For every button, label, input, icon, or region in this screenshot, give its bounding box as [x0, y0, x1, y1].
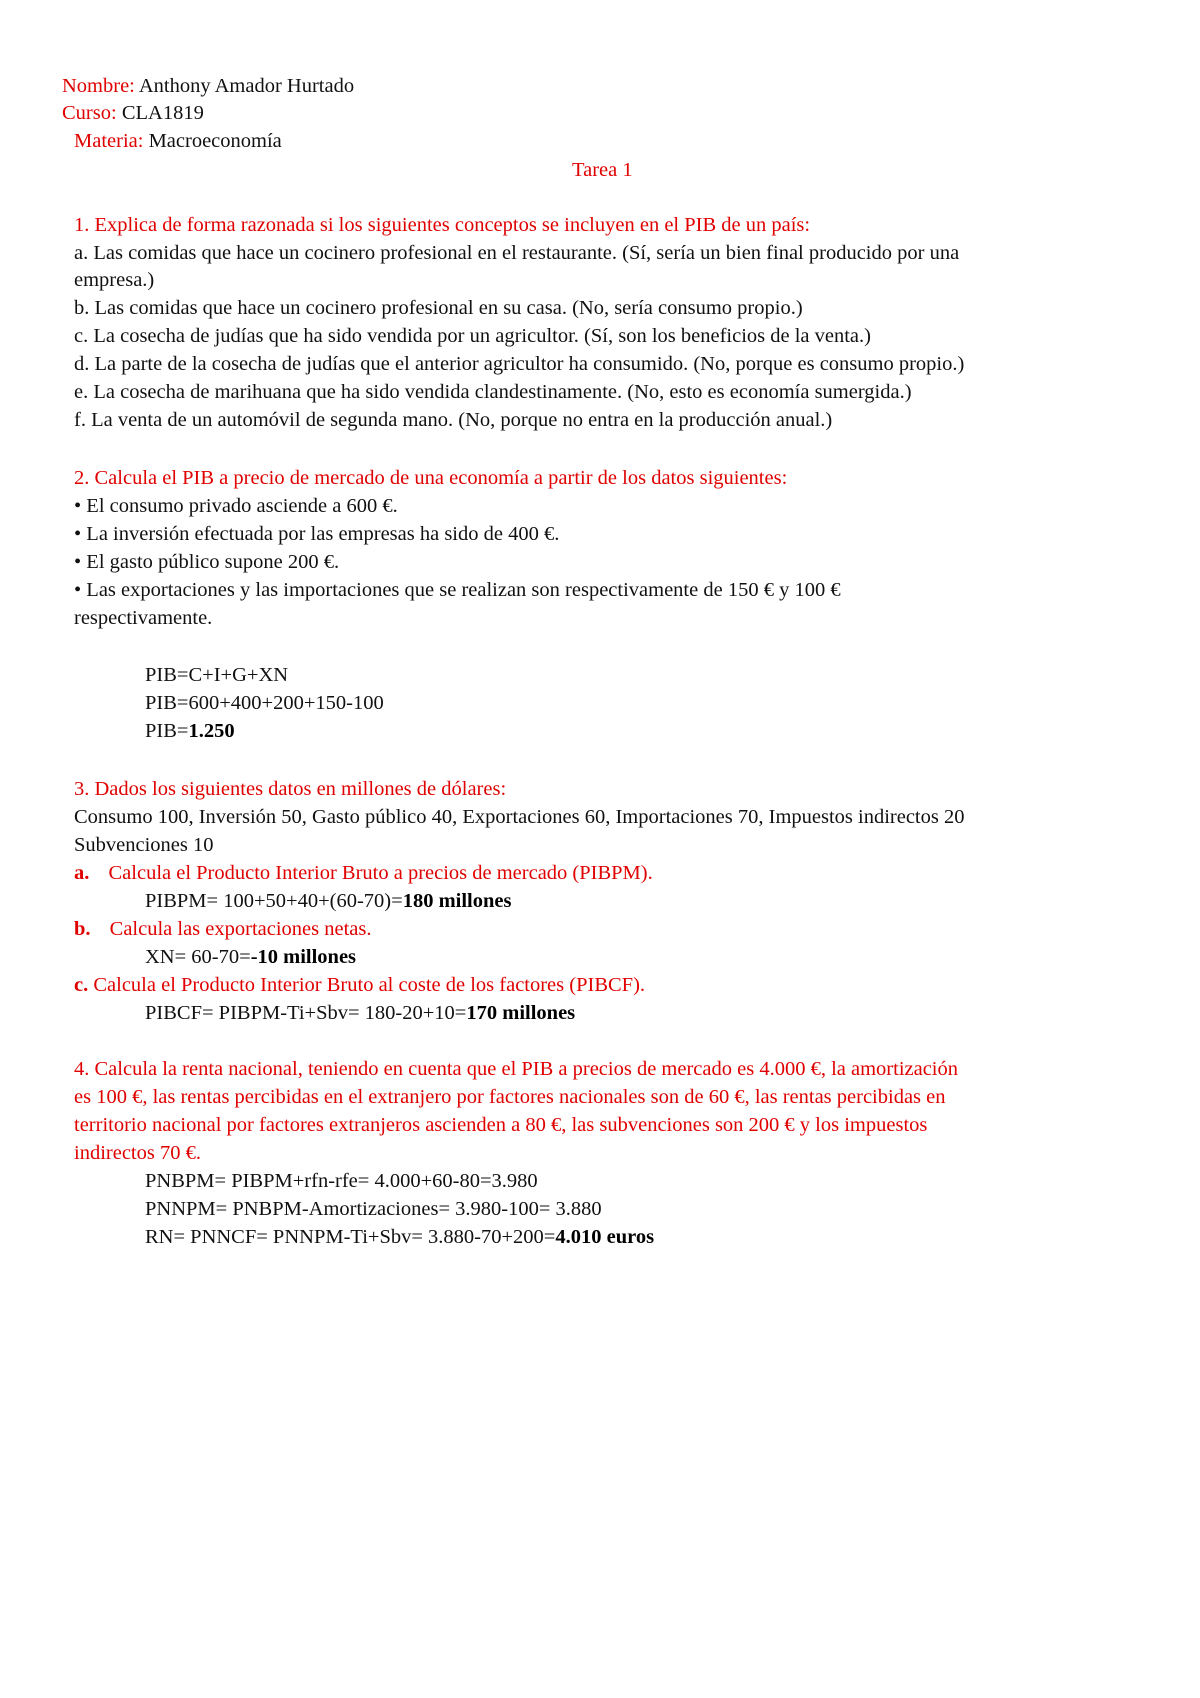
q3-b-question [74, 916, 372, 942]
q3-a-equation: PIBPM= 100+50+40+(60-70)= [145, 890, 403, 912]
q3-data-line2: Subvenciones 10 [74, 834, 214, 856]
q1-item-d: d. La parte de la cosecha de judías que el anterior agricultor ha consumido. (No, porque es consumo propio.) [74, 353, 965, 375]
materia-label: Materia: [74, 130, 144, 152]
q3-c-equation: PIBCF= PIBPM-Ti+Sbv= 180-20+10= [145, 1002, 467, 1024]
nombre-value: Anthony Amador Hurtado [138, 75, 355, 97]
q3-a-letter: a. [74, 862, 90, 884]
q3-b-result: -10 millones [250, 946, 357, 968]
q2-equation-substitution: PIB=600+400+200+150-100 [145, 692, 384, 714]
q3-b-text: Calcula las exportaciones netas. [109, 918, 372, 940]
q1-item-b: b. Las comidas que hace un cocinero profesional en su casa. (No, sería consumo propio.) [74, 297, 803, 319]
q3-c-text: Calcula el Producto Interior Bruto al coste de los factores (PIBCF). [93, 974, 646, 996]
q4-equation-rn [145, 1224, 654, 1250]
q1-item-a-line2: empresa.) [74, 269, 155, 291]
q3-c-answer [145, 1000, 575, 1026]
q2-result-prefix: PIB= [145, 720, 189, 742]
q3-b-equation: XN= 60-70= [145, 946, 251, 968]
q2-equation-formula: PIB=C+I+G+XN [145, 664, 289, 686]
q2-result-value: 1.250 [188, 720, 235, 742]
q1-prompt: 1. Explica de forma razonada si los siguientes conceptos se incluyen en el PIB de un país: [74, 214, 811, 236]
q2-bullet-gasto: • El gasto público supone 200 €. [74, 551, 340, 573]
q3-prompt: 3. Dados los siguientes datos en millones de dólares: [74, 778, 507, 800]
curso-value: CLA1819 [121, 102, 204, 124]
curso-line [62, 100, 204, 126]
q2-bullet-comercio-line1: • Las exportaciones y las importaciones que se realizan son respectivamente de 150 € y 100 € [74, 579, 841, 601]
q1-item-f: f. La venta de un automóvil de segunda mano. (No, porque no entra en la producción anual.) [74, 409, 833, 431]
q4-prompt-line4: indirectos 70 €. [74, 1142, 201, 1164]
q3-c-question [74, 972, 645, 998]
q4-prompt-line1: 4. Calcula la renta nacional, teniendo en cuenta que el PIB a precios de mercado es 4.000 €, la amortización [74, 1058, 959, 1080]
q2-bullet-comercio-line2: respectivamente. [74, 607, 213, 629]
q3-b-letter: b. [74, 918, 91, 940]
q4-rn-equation: RN= PNNCF= PNNPM-Ti+Sbv= 3.880-70+200= [145, 1226, 556, 1248]
curso-label: Curso: [62, 102, 117, 124]
q2-equation-result [145, 718, 235, 744]
nombre-label: Nombre: [62, 75, 135, 97]
q1-item-c: c. La cosecha de judías que ha sido vendida por un agricultor. (Sí, son los beneficios de la venta.) [74, 325, 871, 347]
q2-bullet-inversion: • La inversión efectuada por las empresas ha sido de 400 €. [74, 523, 560, 545]
q3-c-letter: c. [74, 974, 89, 996]
materia-value: Macroeconomía [148, 130, 282, 152]
q2-prompt: 2. Calcula el PIB a precio de mercado de una economía a partir de los datos siguientes: [74, 467, 788, 489]
q4-equation-pnnpm: PNNPM= PNBPM-Amortizaciones= 3.980-100= 3.880 [145, 1198, 602, 1220]
q4-equation-pnbpm: PNBPM= PIBPM+rfn-rfe= 4.000+60-80=3.980 [145, 1170, 538, 1192]
q3-b-answer [145, 944, 356, 970]
q3-a-answer [145, 888, 511, 914]
page-title: Tarea 1 [572, 159, 633, 181]
materia-line [74, 128, 282, 154]
q1-item-a-line1: a. Las comidas que hace un cocinero profesional en el restaurante. (Sí, sería un bien final producido por una [74, 242, 960, 264]
q3-a-result: 180 millones [402, 890, 512, 912]
q3-data-line1: Consumo 100, Inversión 50, Gasto público 40, Exportaciones 60, Importaciones 70, Impuestos indirectos 20 [74, 806, 965, 828]
q3-c-result: 170 millones [466, 1002, 576, 1024]
q4-prompt-line2: es 100 €, las rentas percibidas en el extranjero por factores nacionales son de 60 €, las rentas percibidas en [74, 1086, 946, 1108]
q3-a-question [74, 860, 653, 886]
q1-item-e: e. La cosecha de marihuana que ha sido vendida clandestinamente. (No, esto es economía sumergida.) [74, 381, 912, 403]
q3-a-text: Calcula el Producto Interior Bruto a precios de mercado (PIBPM). [108, 862, 653, 884]
q4-prompt-line3: territorio nacional por factores extranjeros ascienden a 80 €, las subvenciones son 200 € y los impuestos [74, 1114, 928, 1136]
nombre-line [62, 73, 354, 99]
q2-bullet-consumo: • El consumo privado asciende a 600 €. [74, 495, 398, 517]
q4-rn-result: 4.010 euros [555, 1226, 655, 1248]
